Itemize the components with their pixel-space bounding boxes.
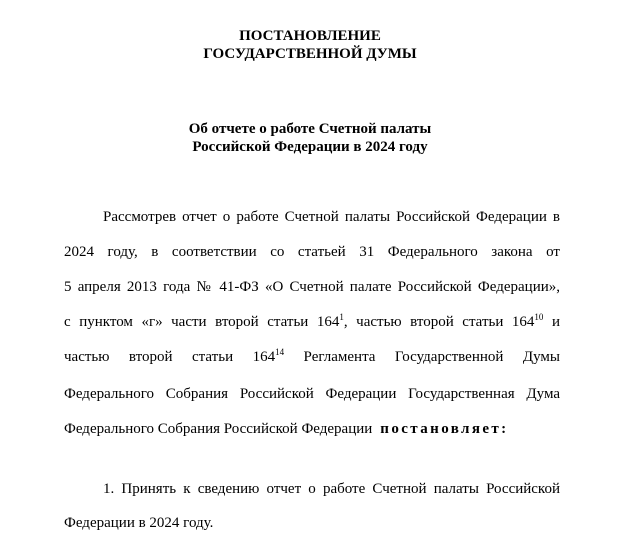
preamble-line-4-part-a: с пунктом «г» части второй статьи 164: [64, 314, 340, 330]
preamble-line-1: Рассмотрев отчет о работе Счетной палаты Российской Федерации в: [103, 209, 560, 225]
title-line-1: ПОСТАНОВЛЕНИЕ: [239, 28, 381, 44]
preamble-line-7-text: Федерального Собрания Российской Федерации: [64, 421, 373, 437]
preamble-line-7: [64, 420, 560, 438]
preamble-line-6: Федерального Собрания Российской Федерации Государственная Дума: [64, 386, 560, 402]
document-title: [0, 27, 620, 63]
preamble-line-5-part-a: частью второй статьи 164: [64, 349, 276, 365]
footnote-sup-1: 1: [339, 312, 344, 322]
title-line-2: ГОСУДАРСТВЕННОЙ ДУМЫ: [203, 46, 417, 62]
preamble-line-5-part-b: Регламента Государственной Думы: [284, 349, 560, 365]
preamble-line-4-part-c: и: [543, 314, 560, 330]
decree-word: постановляет:: [380, 421, 509, 437]
subject-line-1: Об отчете о работе Счетной палаты: [188, 121, 432, 137]
footnote-sup-14: 14: [275, 347, 285, 357]
preamble-line-4: [64, 313, 560, 331]
preamble-line-3: 5 апреля 2013 года № 41-ФЗ «О Счетной палате Российской Федерации»,: [64, 279, 560, 295]
document-subject: [0, 120, 620, 156]
preamble-line-5: [64, 348, 560, 366]
preamble-line-4-part-b: , частью второй статьи 164: [343, 314, 535, 330]
subject-line-2: Российской Федерации в 2024 году: [192, 139, 428, 155]
footnote-sup-10: 10: [534, 312, 544, 322]
item-1-line-1: 1. Принять к сведению отчет о работе Счетной палаты Российской: [103, 481, 560, 497]
preamble-line-2: 2024 году, в соответствии со статьей 31 Федерального закона от: [64, 244, 560, 260]
item-1-line-2: Федерации в 2024 году.: [64, 515, 214, 531]
